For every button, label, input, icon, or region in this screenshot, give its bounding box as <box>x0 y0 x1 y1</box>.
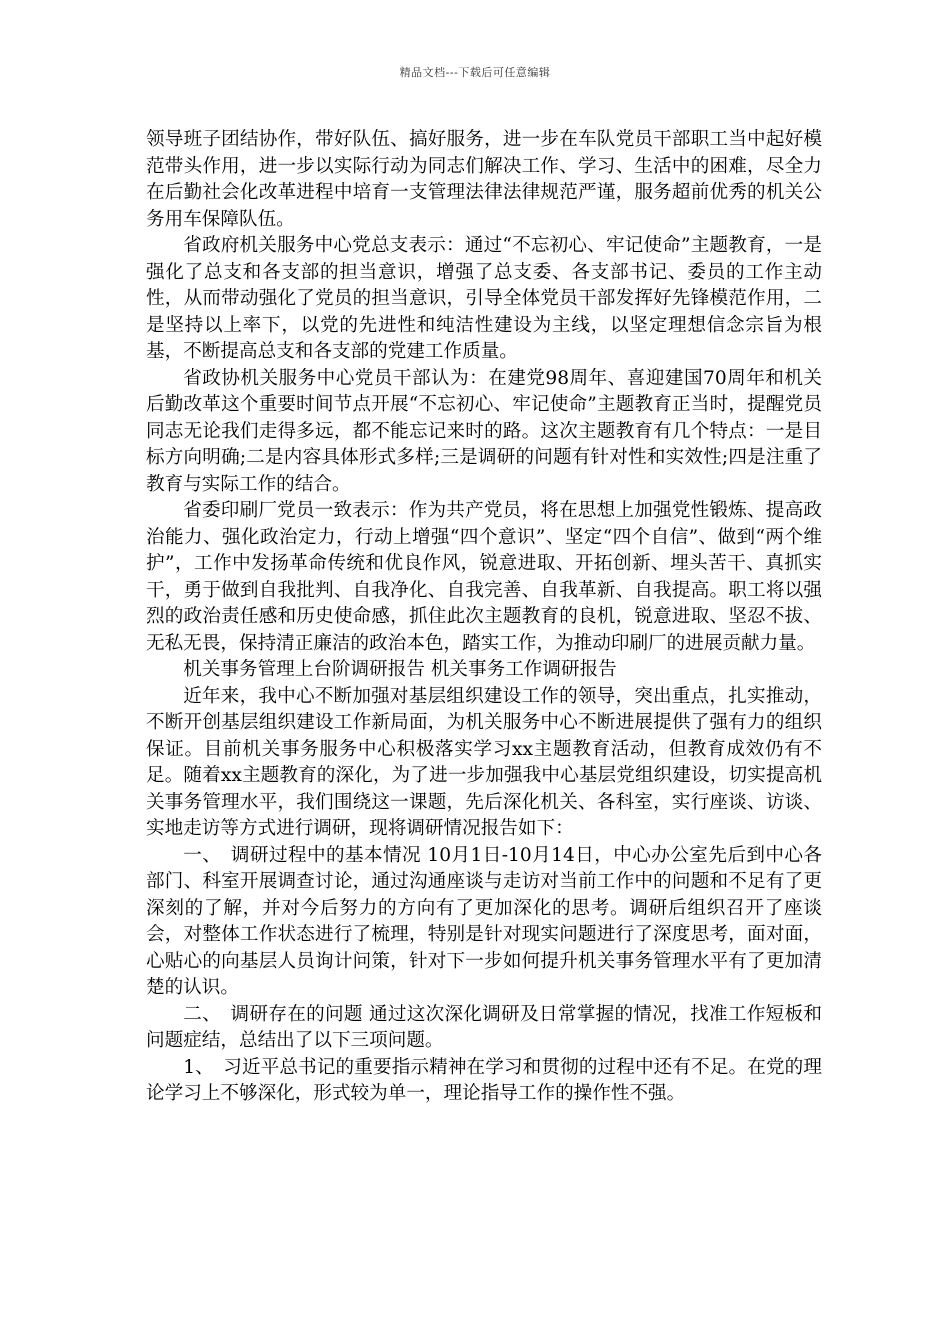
document-body <box>146 127 822 1108</box>
paragraph-7: 二、 调研存在的问题 通过这次深化调研及日常掌握的情况，找准工作短板和问题症结，总结出了以下三项问题。 <box>146 1003 822 1051</box>
paragraph-6: 一、 调研过程中的基本情况 10月1日-10月14日，中心办公室先后到中心各部门、科室开展调查讨论，通过沟通座谈与走访对当前工作中的问题和不足有了更深刻的了解，并对今后努力的方向有了更加深化的思考。调研后组织召开了座谈会，对整体工作状态进行了梳理，特别是针对现实问题进行了深度思考，面对面，心贴心的向基层人员询计问策，针对下一步如何提升机关事务管理水平有了更加清楚的认识。 <box>146 844 822 998</box>
paragraph-1: 领导班子团结协作，带好队伍、搞好服务，进一步在车队党员干部职工当中起好模范带头作用，进一步以实际行动为同志们解决工作、学习、生活中的困难，尽全力在后勤社会化改革进程中培育一支管理法律法律规范严谨，服务超前优秀的机关公务用车保障队伍。 <box>146 129 822 230</box>
paragraph-5: 近年来，我中心不断加强对基层组织建设工作的领导，突出重点，扎实推动，不断开创基层组织建设工作新局面，为机关服务中心不断进展提供了强有力的组织保证。目前机关事务服务中心积极落实学习xx主题教育活动，但教育成效仍有不足。随着xx主题教育的深化，为了进一步加强我中心基层党组织建设，切实提高机关事务管理水平，我们围绕这一课题，先后深化机关、各科室，实行座谈、访谈、实地走访等方式进行调研，现将调研情况报告如下： <box>146 685 822 839</box>
paragraph-2: 省政府机关服务中心党总支表示：通过“不忘初心、牢记使命”主题教育，一是强化了总支和各支部的担当意识，增强了总支委、各支部书记、委员的工作主动性，从而带动强化了党员的担当意识，引导全体党员干部发挥好先锋模范作用，二是坚持以上率下，以党的先进性和纯洁性建设为主线，以坚定理想信念宗旨为根基，不断提高总支和各支部的党建工作质量。 <box>146 235 822 362</box>
section-title: 机关事务管理上台阶调研报告 机关事务工作调研报告 <box>183 659 617 680</box>
page-header: 精品文档---下载后可任意编辑 <box>399 66 551 79</box>
paragraph-4: 省委印刷厂党员一致表示：作为共产党员，将在思想上加强党性锻炼、提高政治能力、强化政治定力，行动上增强“四个意识”、坚定“四个自信”、做到“两个维护”，工作中发扬革命传统和优良作风，锐意进取、开拓创新、埋头苦干、真抓实干，勇于做到自我批判、自我净化、自我完善、自我革新、自我提高。职工将以强烈的政治责任感和历史使命感，抓住此次主题教育的良机，锐意进取、坚忍不拔、无私无畏，保持清正廉洁的政治本色，踏实工作，为推动印刷厂的进展贡献力量。 <box>146 500 822 654</box>
paragraph-8: 1、 习近平总书记的重要指示精神在学习和贯彻的过程中还有不足。在党的理论学习上不够深化，形式较为单一，理论指导工作的操作性不强。 <box>146 1056 822 1104</box>
paragraph-3: 省政协机关服务中心党员干部认为：在建党98周年、喜迎建国70周年和机关后勤改革这个重要时间节点开展“不忘初心、牢记使命”主题教育正当时，提醒党员同志无论我们走得多远，都不能忘记来时的路。这次主题教育有几个特点：一是目标方向明确;二是内容具体形式多样;三是调研的问题有针对性和实效性;四是注重了教育与实际工作的结合。 <box>146 367 822 495</box>
